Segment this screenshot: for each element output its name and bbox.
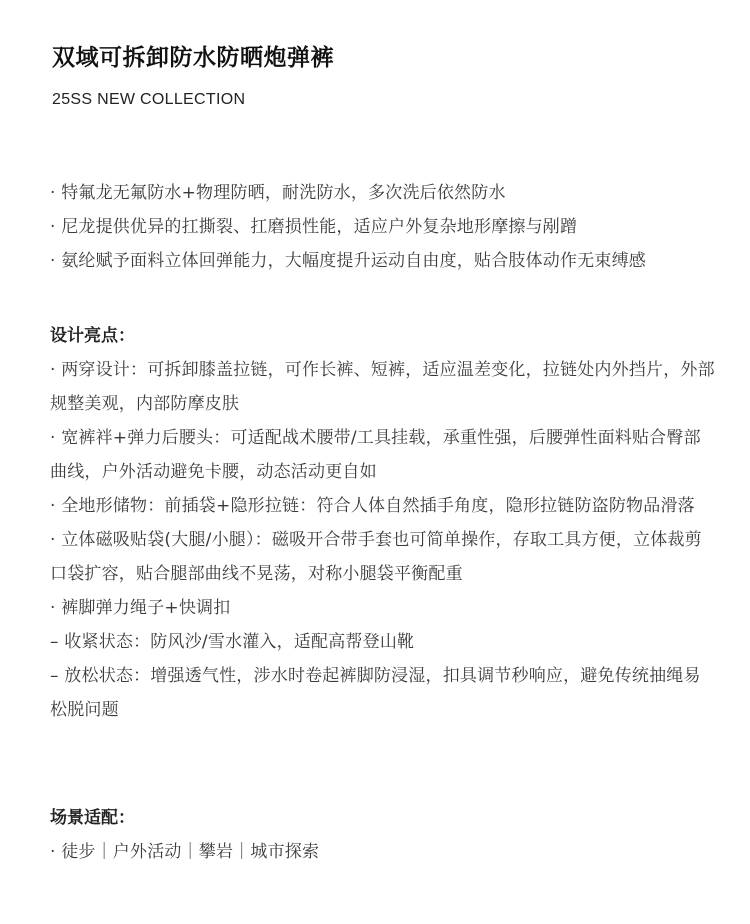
design-item-magnetic-pockets: · 立体磁吸贴袋(大腿/小腿）：磁吸开合带手套也可简单操作，存取工具方便，立体裁剪口袋扩容，贴合腿部曲线不晃荡，对称小腿袋平衡配重 <box>50 530 702 584</box>
design-item-tight-state: – 收紧状态：防风沙/雪水灌入，适配高帮登山靴 <box>50 632 415 652</box>
design-highlights-heading: 设计亮点： <box>50 326 135 346</box>
design-highlights-section <box>50 319 715 727</box>
collection-subtitle: 25SS NEW COLLECTION <box>52 91 246 108</box>
feature-item-nylon: · 尼龙提供优异的扛撕裂、扛磨损性能，适应户外复杂地形摩擦与剐蹭 <box>50 217 578 237</box>
material-features-list <box>50 176 715 278</box>
design-item-waistband: · 宽裤袢+弹力后腰头：可适配战术腰带/工具挂载，承重性强，后腰弹性面料贴合臀部曲线，户外活动避免卡腰，动态活动更自如 <box>50 428 701 482</box>
design-item-hem-cord: · 裤脚弹力绳子+快调扣 <box>50 598 231 618</box>
design-highlights-list <box>50 353 715 727</box>
scene-item: · 徒步｜户外活动｜攀岩｜城市探索 <box>50 842 320 862</box>
scene-heading: 场景适配： <box>50 808 135 828</box>
design-item-convertible: · 两穿设计：可拆卸膝盖拉链，可作长裤、短裤，适应温差变化，拉链处内外挡片，外部规整美观，内部防摩皮肤 <box>50 360 715 414</box>
feature-item-spandex: · 氨纶赋予面料立体回弹能力，大幅度提升运动自由度，贴合肢体动作无束缚感 <box>50 251 647 271</box>
scene-list <box>50 835 715 869</box>
product-title: 双域可拆卸防水防晒炮弹裤 <box>52 45 334 71</box>
design-item-loose-state: – 放松状态：增强透气性，涉水时卷起裤脚防浸湿，扣具调节秒响应，避免传统抽绳易松脱问题 <box>50 666 701 720</box>
design-item-storage: · 全地形储物：前插袋+隐形拉链：符合人体自然插手角度，隐形拉链防盗防物品滑落 <box>50 496 695 516</box>
scene-section <box>50 801 715 869</box>
feature-item-waterproof: · 特氟龙无氟防水+物理防晒，耐洗防水，多次洗后依然防水 <box>50 183 506 203</box>
